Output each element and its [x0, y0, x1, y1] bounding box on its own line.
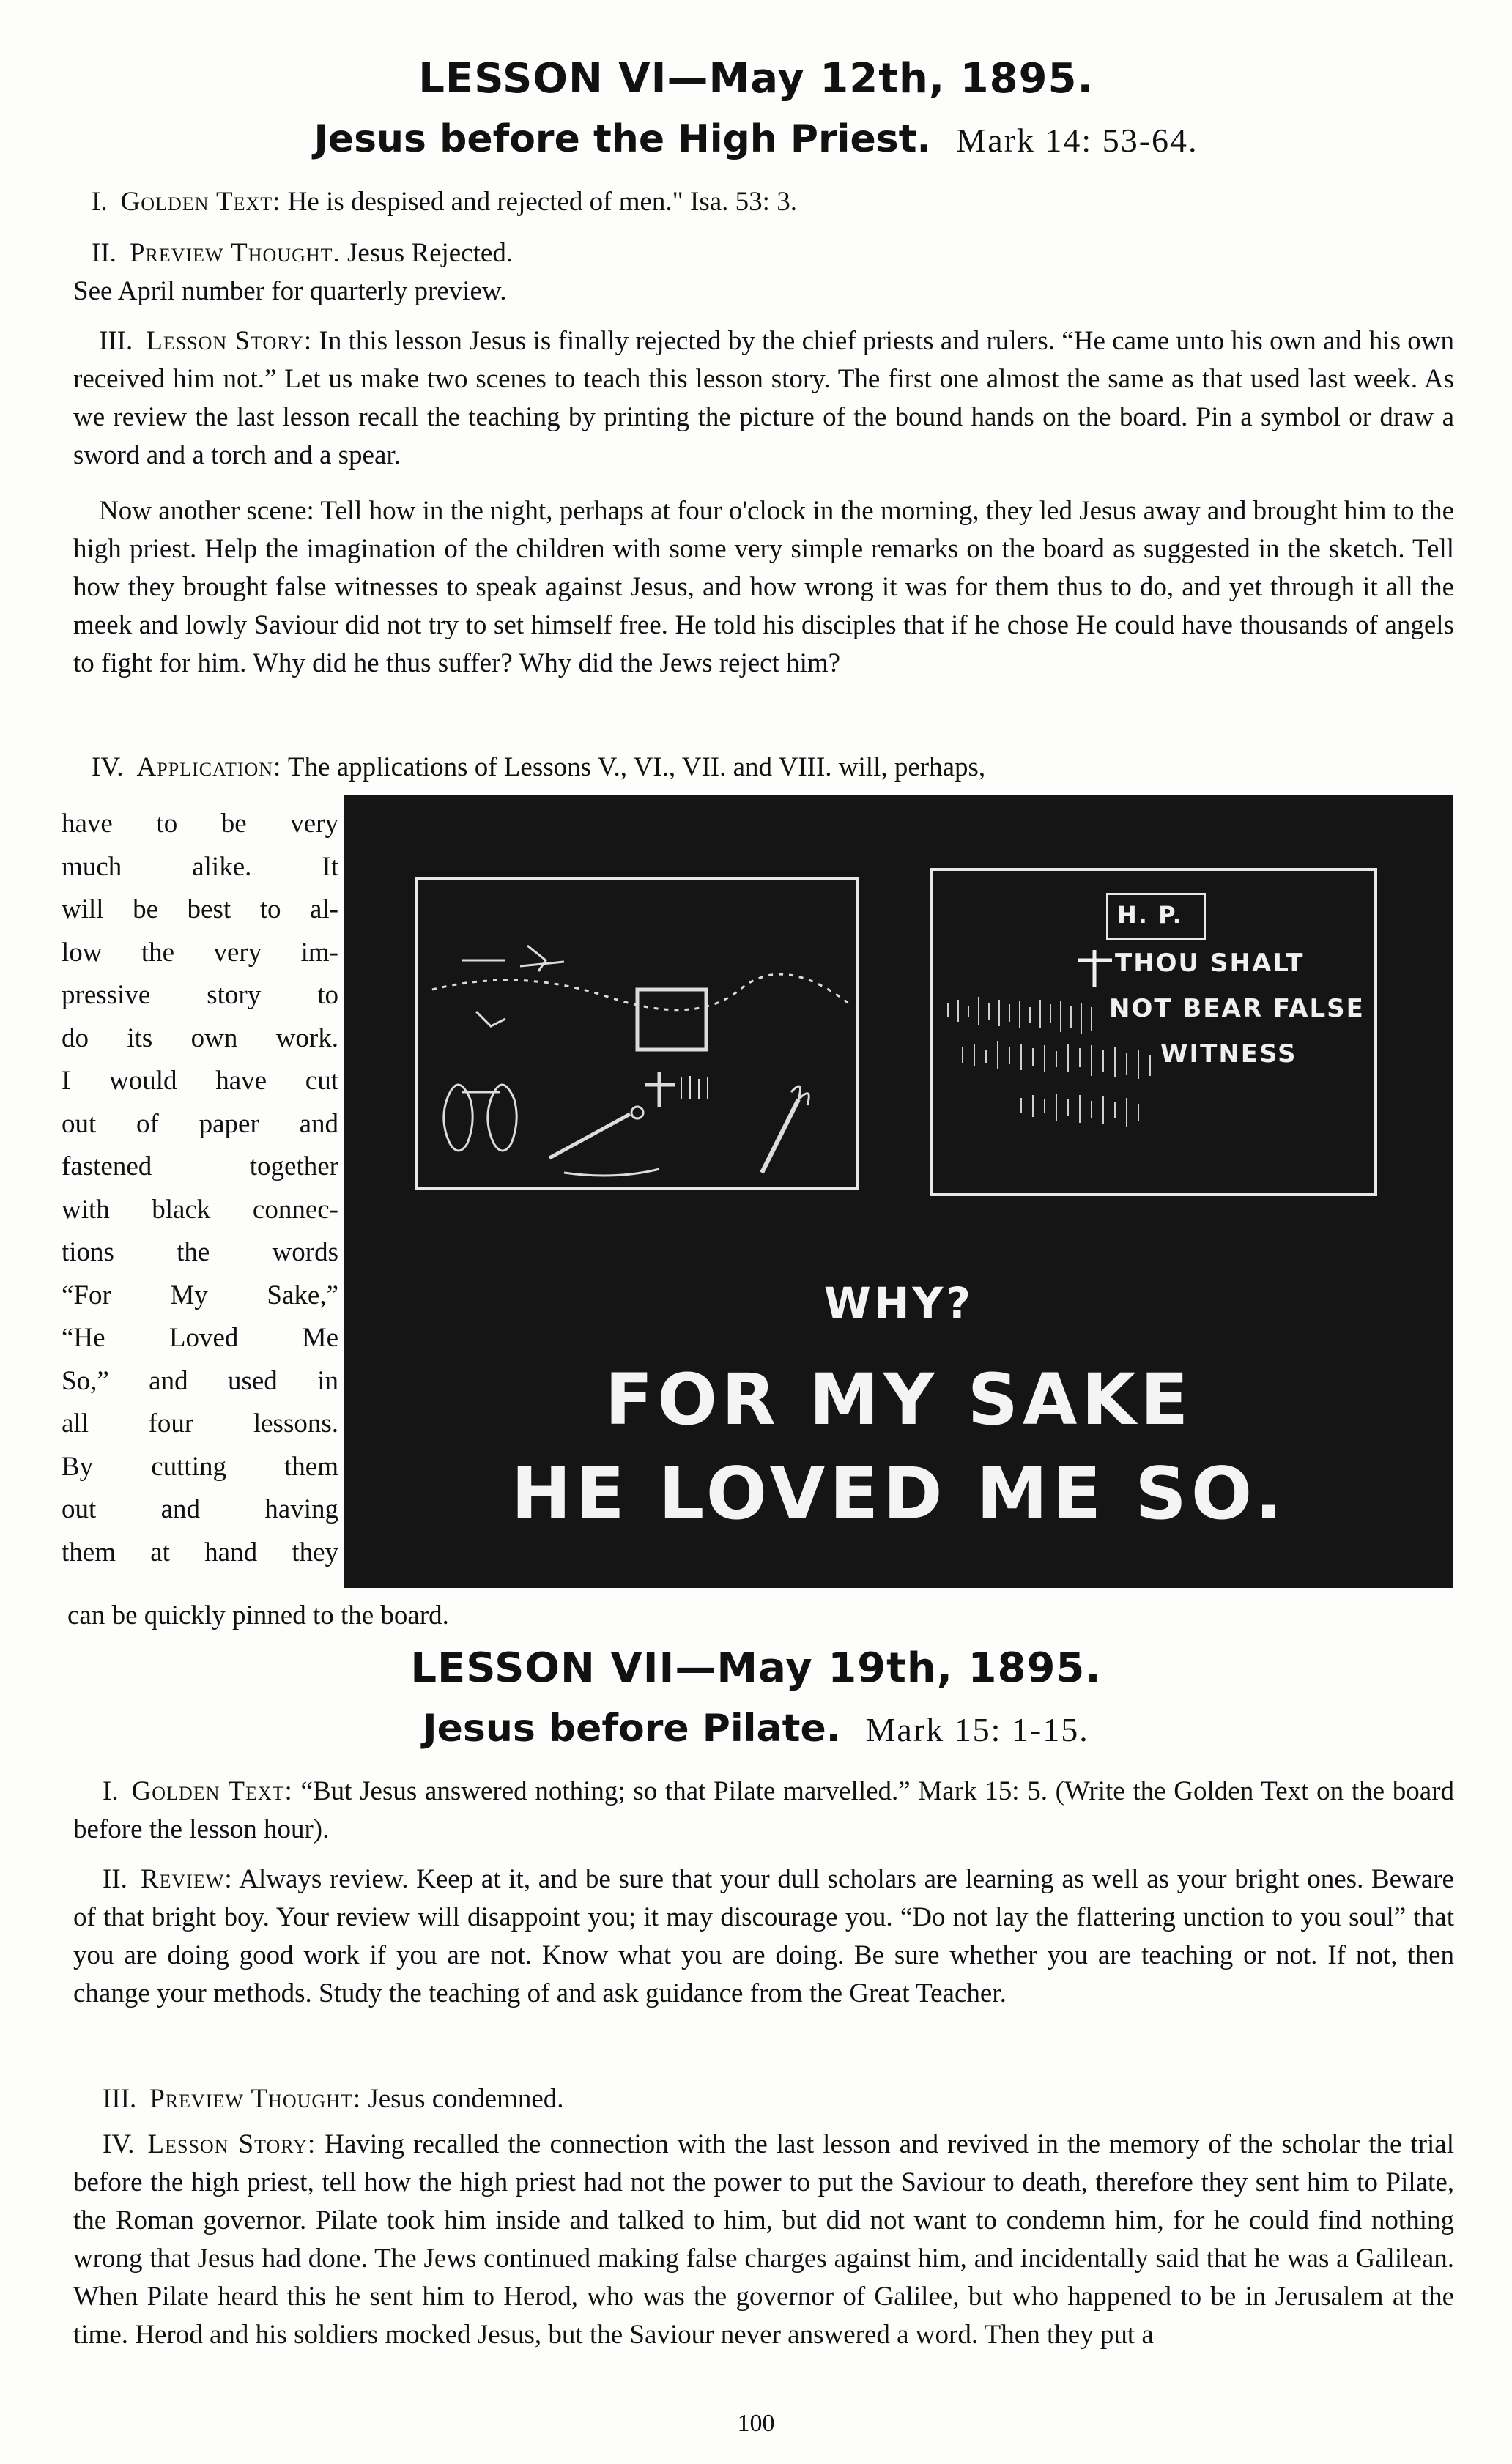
- commandment-line-2: NOT BEAR FALSE: [1109, 994, 1365, 1023]
- lesson-6-preview-thought: II. Preview Thought. Jesus Rejected.: [92, 238, 514, 268]
- application-line: with black connec-: [62, 1194, 338, 1225]
- blackboard-illustration: [344, 795, 1453, 1588]
- application-line: So,” and used in: [62, 1365, 338, 1396]
- golden-text-label: Golden Text:: [120, 187, 281, 217]
- lesson-7-preview-thought: III. Preview Thought: Jesus condemned.: [103, 2084, 564, 2114]
- lesson-6-lesson-story: III. Lesson Story: In this lesson Jesus is finally rejected by the chief priests and rulers. “He came unto his own and his own received him not.” Let us make two scenes to teach this lesson story. The first one almost the same as that used last week. As we review the last lesson recall the teaching by printing the picture of the bound hands on the board. Pin a symbol or draw a sword and a torch and a spear.: [73, 326, 1455, 470]
- lesson-story-label: Lesson Story:: [147, 2129, 316, 2159]
- lesson-7-title: LESSON VII—May 19th, 1895.: [410, 1644, 1102, 1692]
- lesson-6-lesson-story-continued: Now another scene: Tell how in the night, perhaps at four o'clock in the morning, they led Jesus away and brought him to the high priest. Help the imagination of the children with some very simple remarks on the board as suggested in the sketch. Tell how they brought false witnesses to speak against Jesus, and how wrong it was for them thus to do, and yet through it all the meek and lowly Saviour did not try to set himself free. He told his disciples that if he chose He could have thousands of angels to fight for him. Why did he thus suffer? Why did the Jews reject him?: [73, 496, 1454, 678]
- board-he-loved-me-so: HE LOVED ME SO.: [511, 1452, 1287, 1536]
- witness-crowd-sketch: [933, 871, 1374, 1193]
- board-for-my-sake: FOR MY SAKE: [604, 1359, 1193, 1441]
- lesson-6-subtitle: [0, 117, 1512, 161]
- application-line: out of paper and: [62, 1108, 338, 1139]
- application-line: out and having: [62, 1494, 338, 1524]
- lesson-6-subject: Jesus before the High Priest.: [314, 117, 932, 161]
- golden-text-label: Golden Text:: [131, 1776, 293, 1806]
- lesson-7-subject: Jesus before Pilate.: [423, 1707, 841, 1751]
- application-line: will be best to al-: [62, 894, 338, 924]
- application-line: “For My Sake,”: [62, 1280, 338, 1310]
- application-line: “He Loved Me: [62, 1323, 338, 1353]
- bound-hands-scene-sketch: [418, 880, 856, 1187]
- lesson-story-label: Lesson Story:: [146, 326, 313, 356]
- commandment-line-3: WITNESS: [1160, 1039, 1297, 1069]
- application-line: much alike. It: [62, 851, 338, 882]
- lesson-7-subtitle: [0, 1707, 1512, 1751]
- application-line: do its own work.: [62, 1023, 338, 1053]
- application-line: have to be very: [62, 809, 338, 839]
- lesson-6-application: IV. Application: The applications of Lessons V., VI., VII. and VIII. will, perhaps,: [92, 752, 986, 782]
- high-priest-label: H. P.: [1117, 901, 1183, 929]
- application-line: I would have cut: [62, 1066, 338, 1096]
- right-scene-frame: [930, 868, 1377, 1196]
- lesson-6-golden-text: I. Golden Text: He is despised and rejected of men." Isa. 53: 3.: [92, 187, 797, 217]
- application-line: low the very im-: [62, 937, 338, 968]
- commandment-line-1: THOU SHALT: [1115, 949, 1305, 978]
- application-line: them at hand they: [62, 1537, 338, 1567]
- lesson-6-title: LESSON VI—May 12th, 1895.: [418, 55, 1094, 103]
- lesson-7-lesson-story: IV. Lesson Story: Having recalled the connection with the last lesson and revived in the memory of the scholar the trial before the high priest, tell how the high priest had not the power to put the Saviour to death, therefore they sent him to Pilate, the Roman governor. Pilate took him inside and talked to him, but did not want to condemn him, for he could find nothing wrong that Jesus had done. The Jews continued making false charges against him, and incidentally said that he was a Galilean. When Pilate heard this he sent him to Herod, who was the governor of Galilee, but who happened to be in Jerusalem at the time. Herod and his soldiers mocked Jesus, but the Saviour never answered a word. Then they put a: [73, 2129, 1455, 2350]
- application-narrow-column: [62, 803, 338, 1574]
- application-line: By cutting them: [62, 1451, 338, 1482]
- lesson-7-reference: Mark 15: 1-15.: [865, 1711, 1089, 1748]
- review-label: Review:: [140, 1864, 233, 1894]
- application-label: Application:: [136, 752, 282, 782]
- board-why: WHY?: [823, 1278, 974, 1328]
- lesson-6-reference: Mark 14: 53-64.: [956, 122, 1198, 159]
- application-line: pressive story to: [62, 980, 338, 1010]
- application-line: all four lessons.: [62, 1409, 338, 1439]
- lesson-7-review: II. Review: Always review. Keep at it, and be sure that your dull scholars are learning as well as your bright ones. Beware of that bright boy. Your review will disappoint you; it may discourage you. “Do not lay the flattering unction to you soul” that you are doing good work if you are not. Know what you are doing. Be sure whether you are teaching or not. If not, then change your methods. Study the teaching of and ask guidance from the Great Teacher.: [73, 1864, 1454, 2008]
- preview-thought-label: Preview Thought.: [129, 238, 341, 268]
- page-number: 100: [737, 2410, 775, 2437]
- application-line: tions the words: [62, 1237, 338, 1267]
- application-line: fastened together: [62, 1151, 338, 1181]
- application-ending: can be quickly pinned to the board.: [67, 1600, 449, 1630]
- lesson-7-golden-text: I. Golden Text: “But Jesus answered nothing; so that Pilate marvelled.” Mark 15: 5. (Write the Golden Text on the board before the lesson hour).: [73, 1776, 1454, 1844]
- preview-thought-label: Preview Thought:: [149, 2084, 362, 2114]
- lesson-6-preview-note: See April number for quarterly preview.: [73, 276, 507, 306]
- left-scene-frame: [415, 877, 859, 1190]
